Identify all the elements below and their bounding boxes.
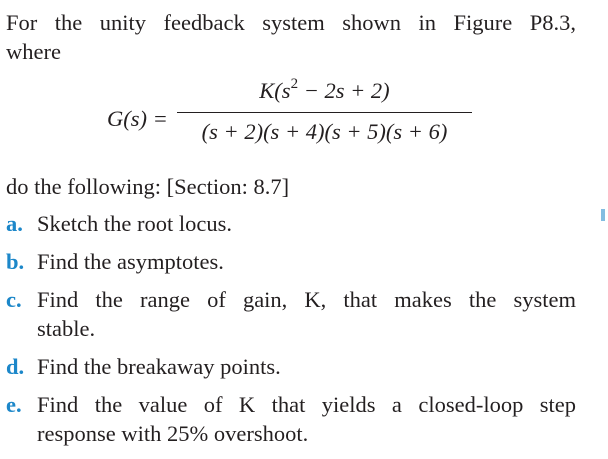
fraction-bar [177,112,472,113]
instructions-lead: do the following: [Section: 8.7] [6,174,290,199]
page-edge-mark [601,209,605,221]
task-text-a: Sketch the root locus. [37,211,232,236]
numerator-suffix: − 2s + 2) [298,78,390,103]
equation-fraction [177,76,472,146]
task-letter-b: b. [6,249,25,274]
problem-document [6,8,576,457]
equation-lhs-text: G(s) = [107,106,168,131]
task-letter-c: c. [6,287,22,312]
task-item-b [6,247,576,276]
task-text-b: Find the asymptotes. [37,249,224,274]
task-text-e-line-1: Find the value of K that yields a closed-loop step [37,392,576,417]
problem-intro [6,8,576,66]
task-letter-d: d. [6,354,25,379]
intro-line-2: where [6,39,61,64]
transfer-function-equation [6,66,576,166]
task-letter-e: e. [6,392,22,417]
equation-numerator [177,76,472,106]
task-text-e [37,390,576,448]
numerator-exponent: 2 [290,75,299,92]
task-item-e [6,390,576,448]
task-item-a [6,209,576,238]
equation-denominator [177,117,472,146]
task-list [6,209,576,448]
equation-lhs [107,104,168,133]
task-letter-a: a. [6,211,23,236]
task-text-c [37,285,576,343]
intro-line-1: For the unity feedback system shown in Figure P8.3, [6,10,576,35]
task-item-c [6,285,576,343]
numerator-prefix: K(s [259,78,291,103]
task-text-c-line-2: stable. [37,316,96,341]
task-text-c-line-1: Find the range of gain, K, that makes the system [37,287,576,312]
denominator-text: (s + 2)(s + 4)(s + 5)(s + 6) [201,119,448,144]
task-text-e-line-2: response with 25% overshoot. [37,421,309,446]
task-text-d: Find the breakaway points. [37,354,281,379]
task-item-d [6,352,576,381]
